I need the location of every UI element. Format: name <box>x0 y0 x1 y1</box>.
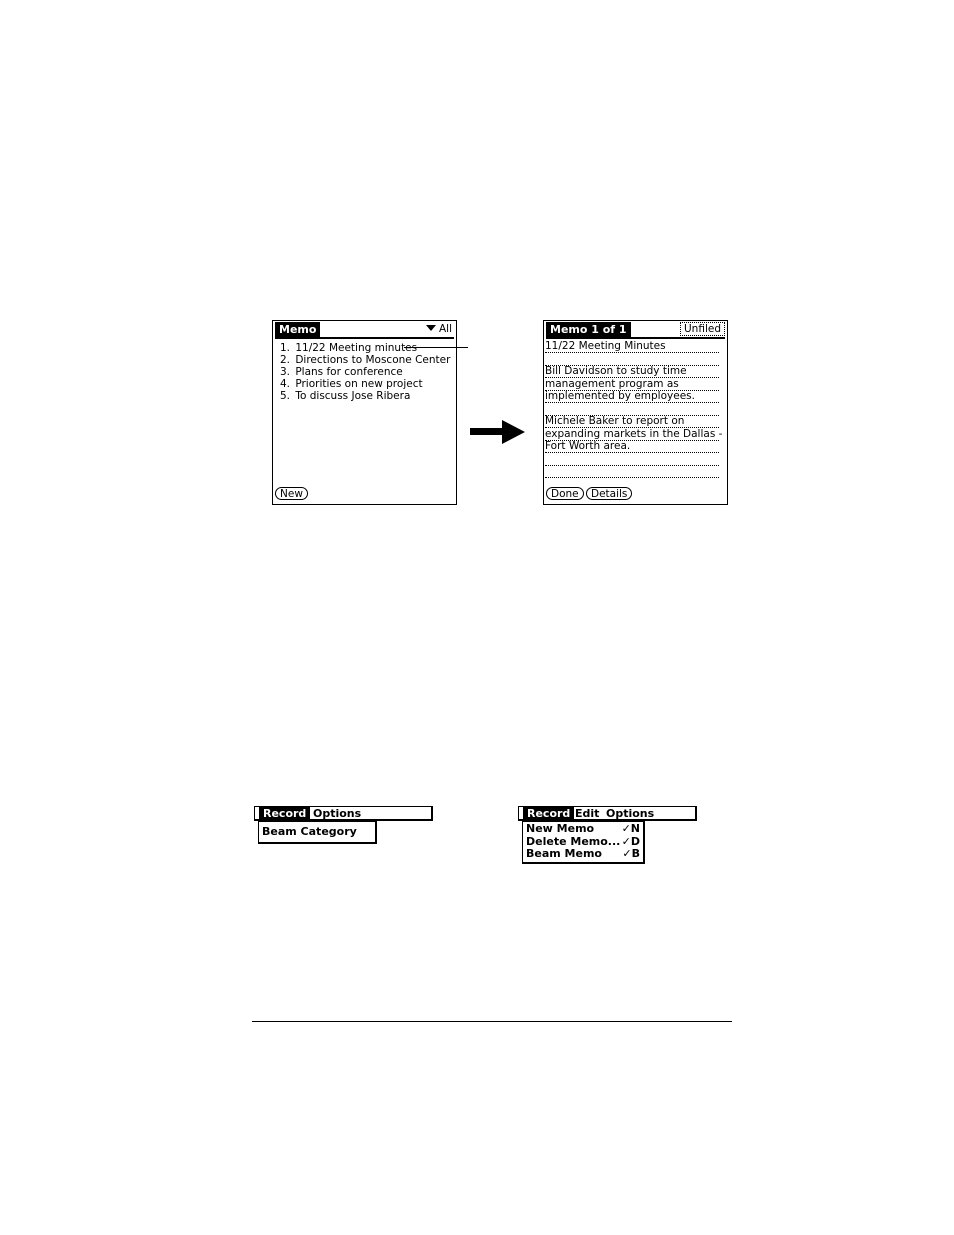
list-item[interactable]: 2. Directions to Moscone Center <box>280 354 451 366</box>
memo-line: Michele Baker to report on <box>545 415 719 428</box>
memo-view-title: Memo 1 of 1 <box>546 322 631 337</box>
category-picker[interactable] <box>426 323 452 336</box>
memo-line <box>545 465 719 478</box>
memo-line: 11/22 Meeting Minutes <box>545 340 719 353</box>
category-label: All <box>438 323 452 335</box>
memo-view-titlebar <box>546 322 725 339</box>
shortcut-new-memo: ✓N <box>621 822 640 835</box>
menu-bar-view <box>518 806 697 821</box>
menu-record[interactable]: Record <box>259 807 310 820</box>
details-button[interactable]: Details <box>586 487 632 500</box>
right-arrow-icon <box>470 418 526 446</box>
memo-line <box>545 403 719 416</box>
page-divider <box>252 1021 732 1022</box>
memo-line: Fort Worth area. <box>545 440 719 453</box>
menu-item-delete-memo[interactable]: Delete Memo... <box>526 834 621 848</box>
shortcut-beam-memo: ✓B <box>622 847 640 860</box>
menu-options[interactable]: Options <box>313 807 362 820</box>
menu-options[interactable]: Options <box>606 807 655 820</box>
record-menu-dropdown-list <box>258 821 377 844</box>
menu-item-beam-memo[interactable]: Beam Memo <box>526 847 602 860</box>
menu-item-new-memo[interactable]: New Memo <box>526 822 595 835</box>
menu-record[interactable]: Record <box>523 807 574 820</box>
memo-body[interactable] <box>544 340 727 480</box>
memo-line: management program as <box>545 378 719 391</box>
memo-list-title: Memo <box>275 322 320 337</box>
memo-line <box>545 353 719 366</box>
category-picker[interactable]: Unfiled <box>680 322 725 336</box>
memo-line: implemented by employees. <box>545 390 719 403</box>
done-button[interactable]: Done <box>546 487 584 500</box>
triangle-down-icon <box>426 325 436 331</box>
callout-line <box>404 347 468 348</box>
list-item[interactable]: 5. To discuss Jose Ribera <box>280 390 411 402</box>
record-menu-dropdown-view <box>522 821 645 864</box>
new-button[interactable]: New <box>275 487 308 500</box>
memo-line <box>545 453 719 466</box>
menu-item-beam-category[interactable]: Beam Category <box>262 825 357 838</box>
list-item[interactable]: 1. 11/22 Meeting minutes <box>280 342 418 354</box>
memo-list-titlebar <box>275 322 454 339</box>
menu-edit[interactable]: Edit <box>575 807 600 820</box>
shortcut-delete-memo: ✓D <box>621 834 640 848</box>
menu-bar-list <box>254 806 433 821</box>
memo-line: Bill Davidson to study time <box>545 365 719 378</box>
list-item[interactable]: 4. Priorities on new project <box>280 378 423 390</box>
list-item[interactable]: 3. Plans for conference <box>280 366 403 378</box>
memo-view-screen <box>543 320 728 505</box>
memo-line: expanding markets in the Dallas - <box>545 427 723 440</box>
